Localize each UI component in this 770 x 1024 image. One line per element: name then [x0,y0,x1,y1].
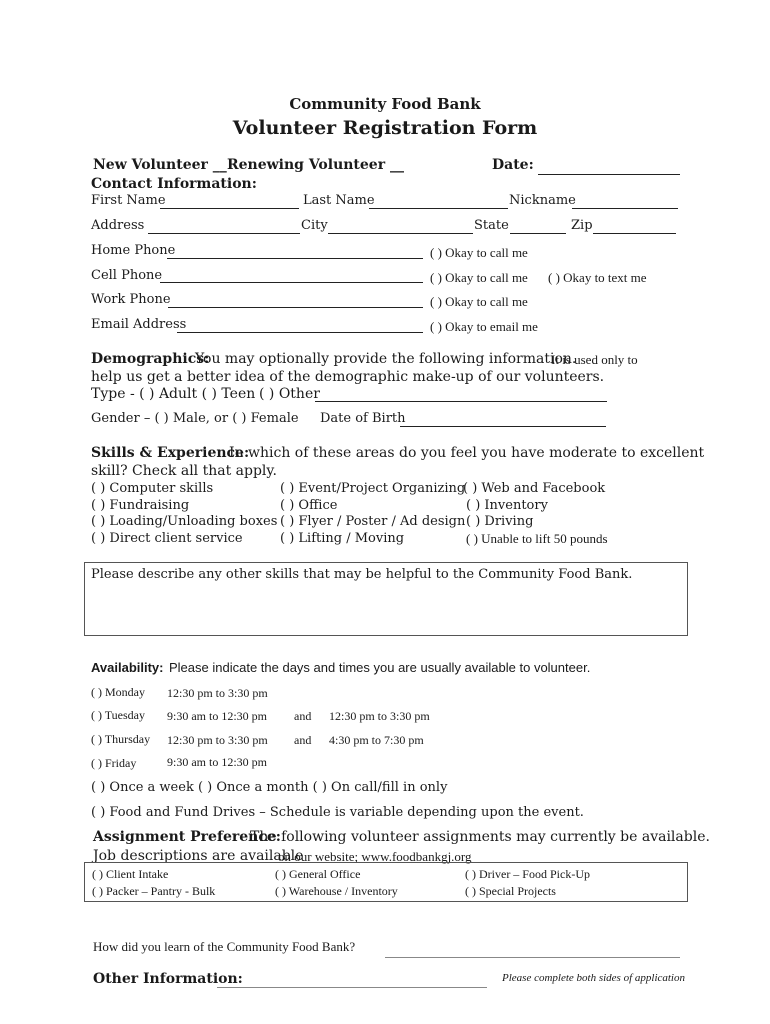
skill-direct-client[interactable]: ( ) Direct client service [91,531,243,546]
avail-thursday-t1: 12:30 pm to 3:30 pm [167,733,268,747]
okay-email[interactable]: ( ) Okay to email me [430,319,538,334]
type-other[interactable]: ( ) Other [259,386,320,402]
other-skills-box[interactable] [84,562,688,636]
zip-label: Zip [571,218,593,233]
skills-line2: skill? Check all that apply. [91,463,277,479]
cell-okay-text[interactable]: ( ) Okay to text me [548,270,647,285]
work-okay-call[interactable]: ( ) Okay to call me [430,294,528,309]
other-info-label: Other Information: [93,971,243,987]
home-phone-label: Home Phone [91,243,176,258]
nickname-field[interactable] [572,207,678,209]
org-name: Community Food Bank [289,95,481,113]
date-field[interactable] [538,173,680,175]
form-title: Volunteer Registration Form [232,117,538,139]
dob-label: Date of Birth [320,411,406,426]
renewing-volunteer-label[interactable]: Renewing Volunteer __ [227,157,404,173]
city-label: City [301,218,328,233]
assign-general-office[interactable]: ( ) General Office [275,867,361,881]
contact-heading: Contact Information: [91,176,257,192]
state-field[interactable] [510,232,566,234]
avail-tuesday-and: and [294,709,312,723]
skill-computer[interactable]: ( ) Computer skills [91,481,214,496]
demographics-line1b: It is used only to [551,352,638,367]
availability-intro: Please indicate the days and times you are usually available to volunteer. [169,660,591,675]
skills-heading: Skills & Experience: [91,445,250,461]
assign-client-intake[interactable]: ( ) Client Intake [92,867,169,881]
assign-special-projects[interactable]: ( ) Special Projects [465,884,556,898]
assign-warehouse[interactable]: ( ) Warehouse / Inventory [275,884,398,898]
job-desc-text: Job descriptions are available [93,848,304,864]
first-name-field[interactable] [160,207,299,209]
last-name-label: Last Name [303,193,375,208]
skills-line1: In which of these areas do you feel you have moderate to excellent [229,445,705,461]
new-volunteer-label[interactable]: New Volunteer __ [93,157,227,173]
cell-phone-field[interactable] [160,281,423,283]
cell-okay-call[interactable]: ( ) Okay to call me [430,270,528,285]
other-info-field[interactable] [217,986,487,988]
assignment-intro: The following volunteer assignments may currently be available. [250,829,710,845]
avail-friday[interactable]: ( ) Friday [91,756,137,770]
skill-unable-lift[interactable]: ( ) Unable to lift 50 pounds [466,531,608,546]
avail-friday-t1: 9:30 am to 12:30 pm [167,755,267,769]
type-options[interactable]: Type - ( ) Adult ( ) Teen [91,386,256,402]
gender-options[interactable]: Gender – ( ) Male, or ( ) Female [91,411,299,426]
skill-event[interactable]: ( ) Event/Project Organizing [280,481,466,496]
learn-label: How did you learn of the Community Food Bank? [93,939,356,954]
avail-thursday-and: and [294,733,312,747]
footer-note: Please complete both sides of application [502,972,685,984]
avail-drives[interactable]: ( ) Food and Fund Drives – Schedule is variable depending upon the event. [91,805,584,820]
assign-packer[interactable]: ( ) Packer – Pantry - Bulk [92,884,216,898]
avail-tuesday-t2: 12:30 pm to 3:30 pm [329,709,430,723]
work-phone-field[interactable] [168,306,423,308]
skill-loading[interactable]: ( ) Loading/Unloading boxes [91,514,278,529]
avail-monday[interactable]: ( ) Monday [91,685,145,699]
website-text[interactable]: on our website; www.foodbankgj.org [278,849,472,864]
avail-tuesday[interactable]: ( ) Tuesday [91,708,146,722]
skill-inventory[interactable]: ( ) Inventory [466,498,548,513]
state-label: State [474,218,509,233]
demographics-line1: You may optionally provide the following information. [195,351,577,367]
address-field[interactable] [148,232,300,234]
work-phone-label: Work Phone [91,292,171,307]
assign-driver[interactable]: ( ) Driver – Food Pick-Up [465,867,590,881]
learn-field[interactable] [385,956,680,958]
nickname-label: Nickname [509,193,576,208]
address-label: Address [91,218,145,233]
skill-fundraising[interactable]: ( ) Fundraising [91,498,190,513]
skill-driving[interactable]: ( ) Driving [466,514,534,529]
date-label: Date: [492,157,534,173]
dob-field[interactable] [400,425,606,427]
skill-office[interactable]: ( ) Office [280,498,338,513]
email-field[interactable] [177,331,423,333]
cell-phone-label: Cell Phone [91,268,163,283]
city-field[interactable] [328,232,473,234]
email-label: Email Address [91,317,187,332]
home-okay-call[interactable]: ( ) Okay to call me [430,245,528,260]
other-skills-prompt: Please describe any other skills that may be helpful to the Community Food Bank. [91,567,633,582]
avail-thursday[interactable]: ( ) Thursday [91,732,151,746]
home-phone-field[interactable] [167,257,423,259]
assignment-heading: Assignment Preference: [93,829,281,845]
assignment-box [84,862,688,902]
demographics-heading: Demographics: [91,351,210,367]
zip-field[interactable] [593,232,676,234]
availability-heading: Availability: [91,660,164,675]
avail-tuesday-t1: 9:30 am to 12:30 pm [167,709,267,723]
avail-thursday-t2: 4:30 pm to 7:30 pm [329,733,424,747]
first-name-label: First Name [91,193,166,208]
skill-lifting[interactable]: ( ) Lifting / Moving [280,531,405,546]
demographics-line2: help us get a better idea of the demographic make-up of our volunteers. [91,369,605,385]
avail-monday-t1: 12:30 pm to 3:30 pm [167,686,268,700]
skill-flyer[interactable]: ( ) Flyer / Poster / Ad design [280,514,466,529]
skill-web[interactable]: ( ) Web and Facebook [463,481,606,496]
type-other-field[interactable] [315,400,607,402]
avail-frequency[interactable]: ( ) Once a week ( ) Once a month ( ) On call/fill in only [91,780,448,795]
last-name-field[interactable] [369,207,508,209]
